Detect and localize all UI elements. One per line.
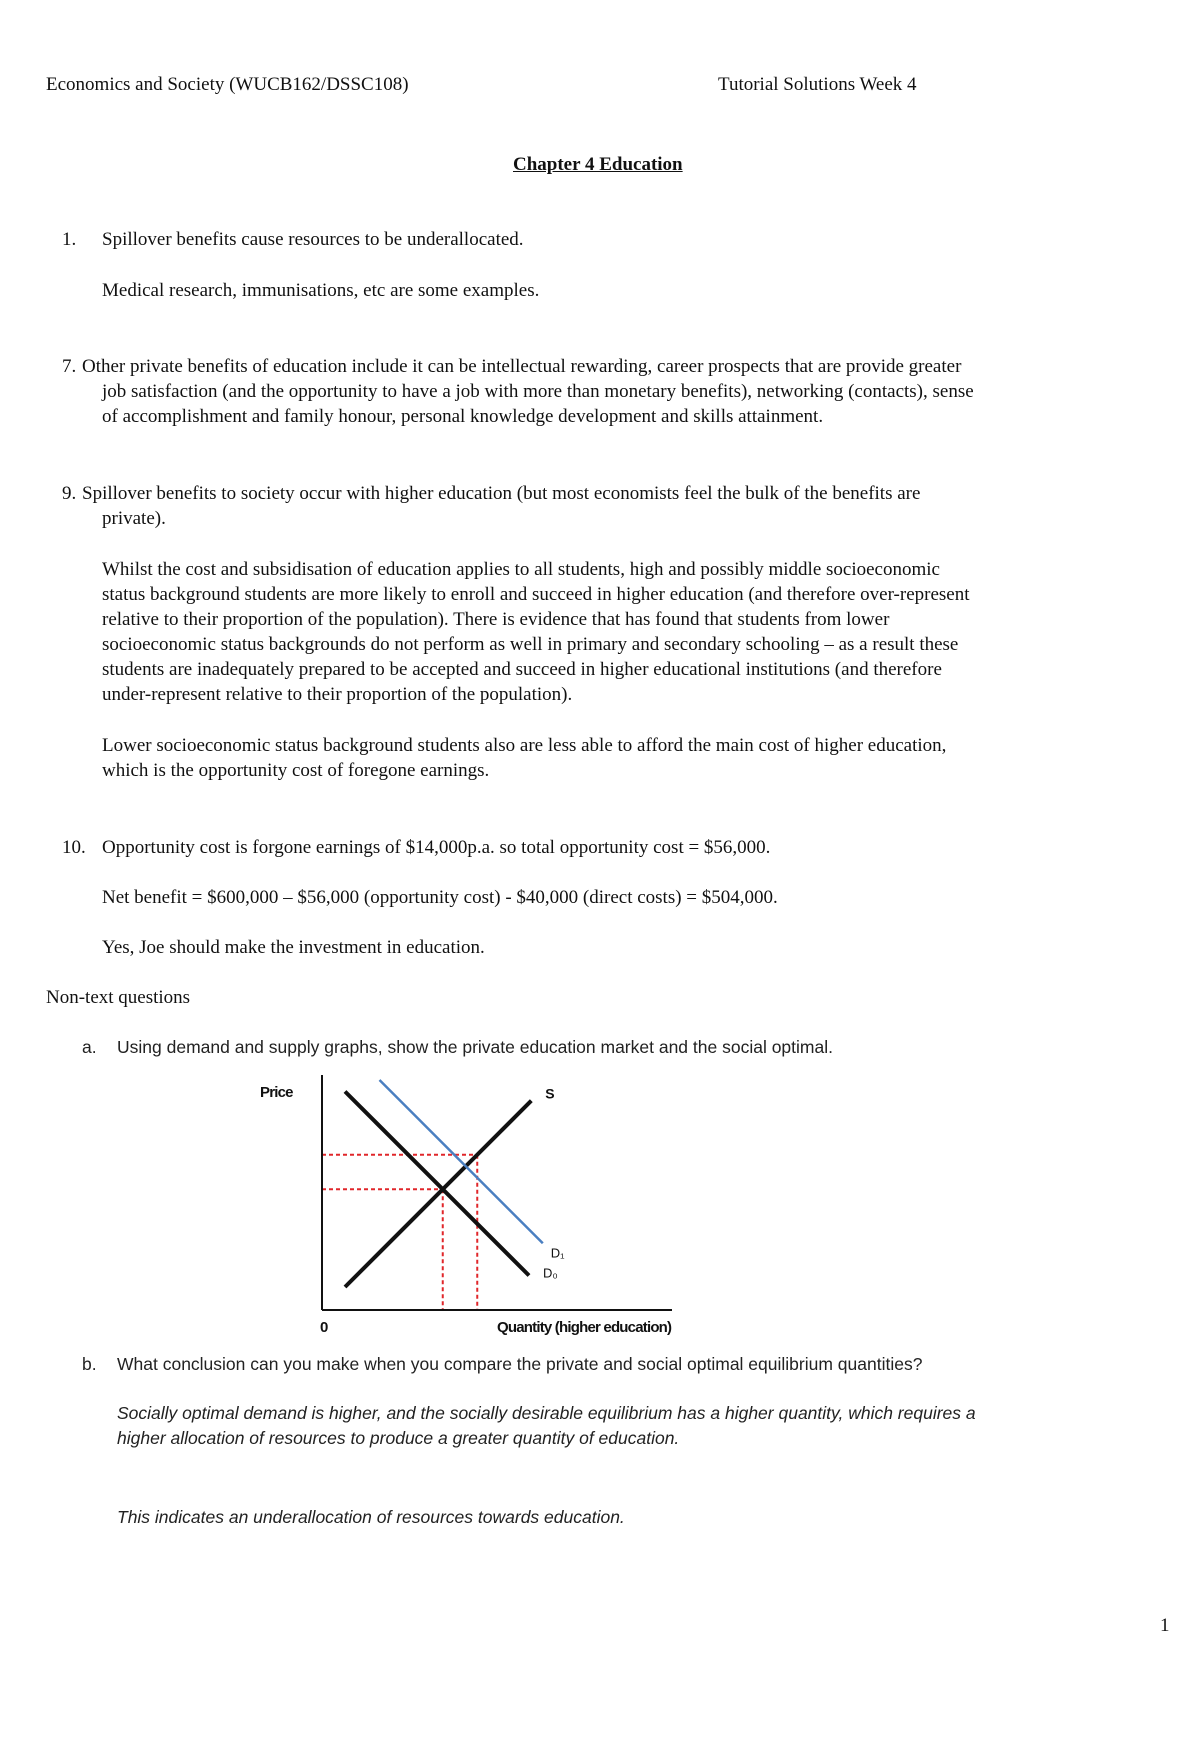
answer-line: job satisfaction (and the opportunity to have a job with more than monetary benefits), networking (contacts), sense [102, 381, 974, 402]
header-week: Tutorial Solutions Week 4 [718, 74, 917, 95]
answer-line: higher allocation of resources to produce a greater quantity of education. [117, 1428, 680, 1448]
section-heading: Non-text questions [46, 987, 191, 1008]
series-line-1 [345, 1092, 529, 1276]
answer-line: This indicates an underallocation of resources towards education. [117, 1507, 625, 1527]
question-label: a. [82, 1037, 97, 1057]
question-number: 10. [62, 837, 86, 858]
question-label: b. [82, 1354, 97, 1374]
answer-line: Other private benefits of education include it can be intellectual rewarding, career prospects that are provide greater [82, 356, 962, 377]
origin-label: 0 [320, 1319, 329, 1336]
series-line-0 [345, 1101, 531, 1287]
series-label-0: S [545, 1085, 555, 1102]
series-line-2 [380, 1080, 543, 1243]
answer-line: private). [102, 508, 166, 529]
header-course: Economics and Society (WUCB162/DSSC108) [46, 74, 409, 95]
answer-line: students are inadequately prepared to be accepted and succeed in higher educational institutions (and therefore [102, 659, 942, 680]
answer-line: under-represent relative to their proportion of the population). [102, 684, 573, 705]
answer-line: Spillover benefits cause resources to be underallocated. [102, 229, 524, 250]
answer-line: Spillover benefits to society occur with higher education (but most economists feel the bulk of the benefits are [82, 483, 921, 504]
answer-line: Whilst the cost and subsidisation of education applies to all students, high and possibly middle socioeconomic [102, 559, 940, 580]
answer-line: of accomplishment and family honour, personal knowledge development and skills attainment. [102, 406, 824, 427]
answer-line: status background students are more likely to enroll and succeed in higher education (and therefore over-represent [102, 584, 970, 605]
series-label-2: D₁ [550, 1245, 565, 1261]
answer-line: Net benefit = $600,000 – $56,000 (opportunity cost) - $40,000 (direct costs) = $504,000. [102, 887, 778, 908]
answer-line: Yes, Joe should make the investment in education. [102, 937, 485, 958]
answer-line: Lower socioeconomic status background students also are less able to afford the main cost of higher education, [102, 735, 947, 756]
series-label-1: D₀ [543, 1265, 558, 1281]
question-text: Using demand and supply graphs, show the private education market and the social optimal. [117, 1037, 833, 1057]
y-axis-label: Price [260, 1084, 293, 1101]
answer-line: relative to their proportion of the population). There is evidence that has found that students from lower [102, 609, 890, 630]
supply-demand-chart [250, 1070, 720, 1340]
answer-line: Socially optimal demand is higher, and the socially desirable equilibrium has a higher quantity, which requires a [117, 1403, 976, 1423]
question-number: 7. [62, 356, 77, 377]
question-number: 9. [62, 483, 77, 504]
question-number: 1. [62, 229, 77, 250]
chapter-title: Chapter 4 Education [513, 154, 683, 175]
answer-line: Opportunity cost is forgone earnings of $14,000p.a. so total opportunity cost = $56,000. [102, 837, 771, 858]
answer-line: Medical research, immunisations, etc are some examples. [102, 280, 540, 301]
page-number: 1 [1160, 1615, 1170, 1636]
answer-line: socioeconomic status backgrounds do not perform as well in primary and secondary schooling – as a result these [102, 634, 959, 655]
x-axis-label: Quantity (higher education) [497, 1319, 672, 1336]
question-text: What conclusion can you make when you compare the private and social optimal equilibrium quantities? [117, 1354, 923, 1374]
answer-line: which is the opportunity cost of foregone earnings. [102, 760, 490, 781]
